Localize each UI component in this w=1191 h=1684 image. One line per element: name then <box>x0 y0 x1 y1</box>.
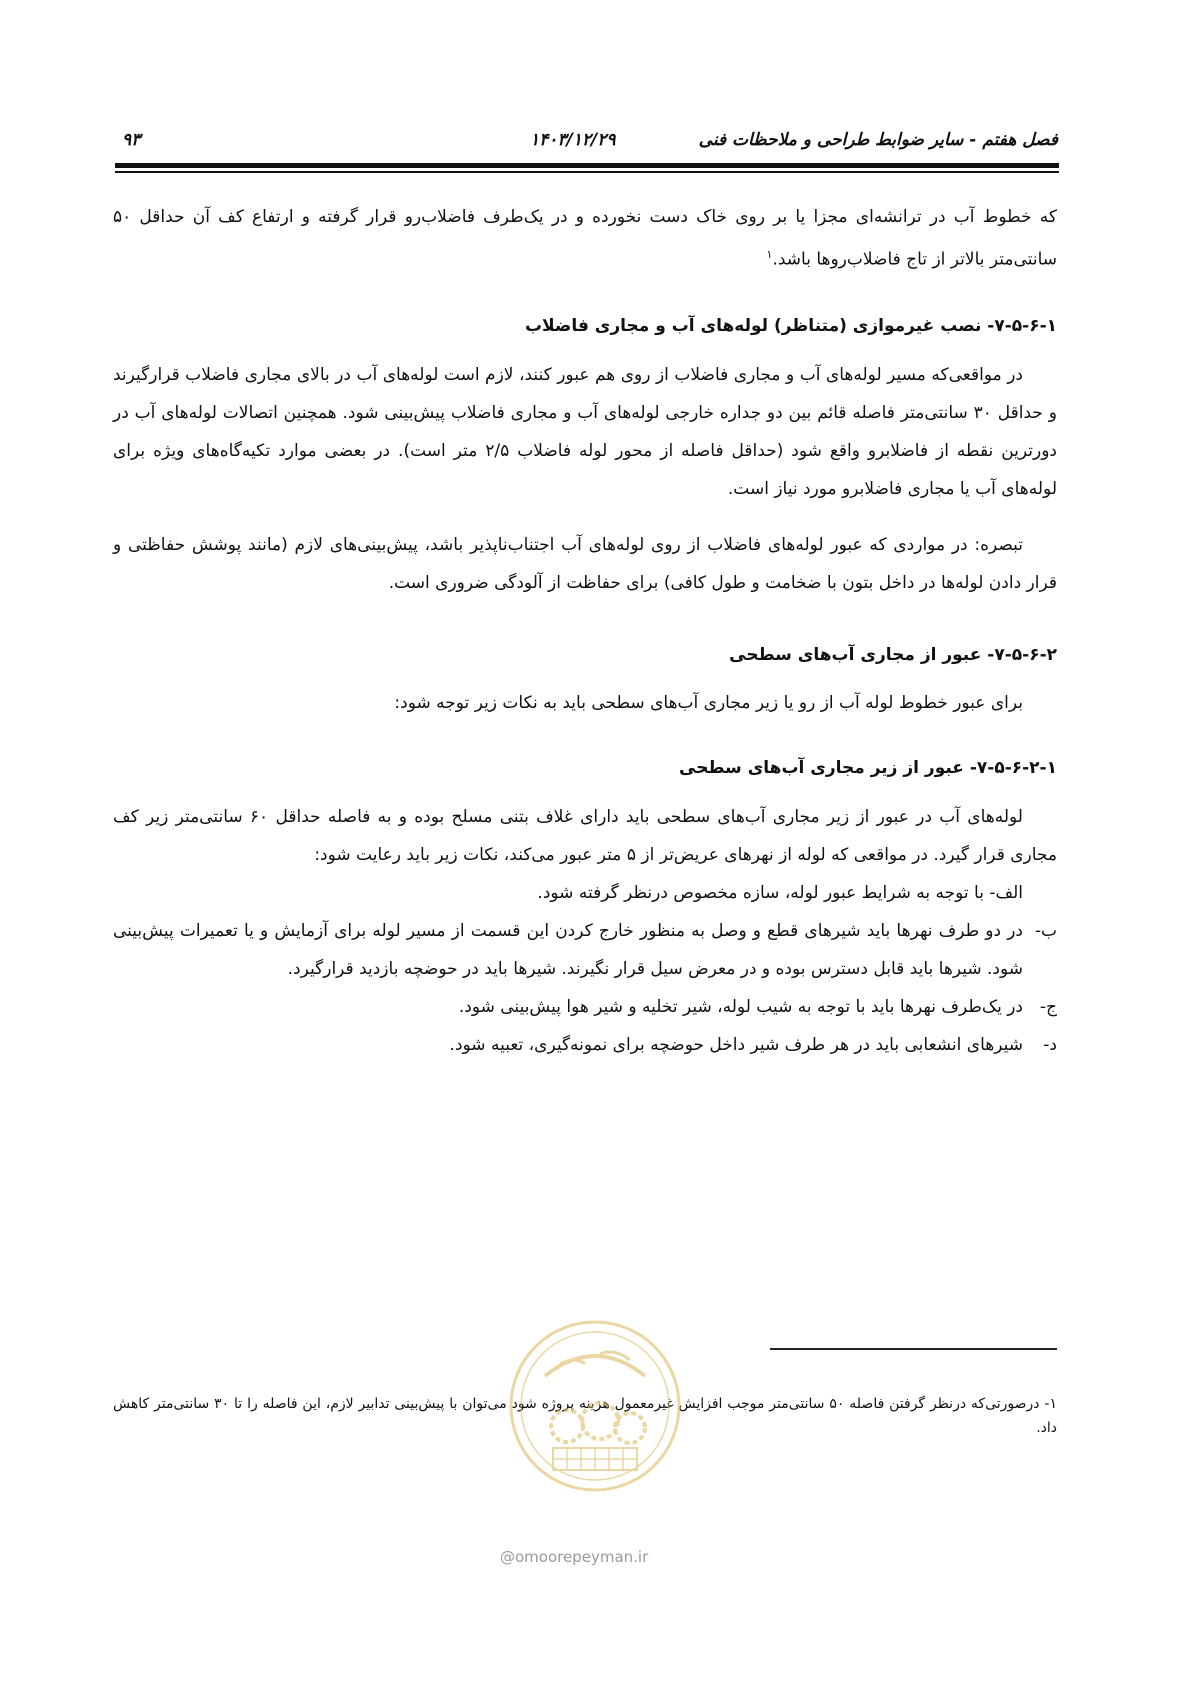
list-item-be: ب- در دو طرف نهرها باید شیرهای قطع و وصل به منظور خارج کردن این قسمت از مسیر لوله برای آزمایش و یا تعمیرات پیش‌بینی شود. شیرها باید قابل دسترس بوده و در معرض سیل قرار نگیرند. شیرها باید در حوضچه بازدید قرارگیرد. <box>113 912 1057 988</box>
footnote-reference: ۱ <box>766 248 773 261</box>
list-marker: ب- <box>1034 921 1057 941</box>
chapter-title: فصل هفتم - سایر ضوابط طراحی و ملاحظات فنی <box>698 130 1058 150</box>
page-number: ۹۳ <box>122 130 141 150</box>
list-marker: د- <box>1043 1035 1057 1055</box>
list-item-jim: ج- در یک‌طرف نهرها باید با توجه به شیب لوله، شیر تخلیه و شیر هوا پیش‌بینی شود. <box>113 988 1057 1026</box>
header-date: ۱۴۰۳/۱۲/۲۹ <box>530 130 616 150</box>
list-item-alef: الف- با توجه به شرایط عبور لوله، سازه مخصوص درنظر گرفته شود. <box>537 883 1023 903</box>
watermark-url: @omoorepeyman.ir <box>500 1548 649 1566</box>
section-3-paragraph: لوله‌های آب در عبور از زیر مجاری آب‌های سطحی باید دارای غلاف بتنی مسلح بوده و به فاصله حداقل ۶۰ سانتی‌متر زیر کف مجاری قرار گیرد. در مواقعی که لوله از نهرهای عریض‌تر از ۵ متر عبور می‌کند، نکات زیر باید رعایت شود: <box>113 807 1057 865</box>
section-heading-1: ۷-۵-۶-۱- نصب غیرموازی (متناظر) لوله‌های آب و مجاری فاضلاب <box>524 316 1057 336</box>
footnote-separator <box>770 1348 1057 1350</box>
section-1-note: تبصره: در مواردی که عبور لوله‌های فاضلاب از روی لوله‌های آب اجتناب‌ناپذیر باشد، پیش‌بینی‌های لازم (مانند پوشش حفاظتی و قرار دادن لوله‌ها در داخل بتون با ضخامت و طول کافی) برای حفاظت از آلودگی ضروری است. <box>113 535 1057 593</box>
section-1-paragraph: در مواقعی‌که مسیر لوله‌های آب و مجاری فاضلاب از روی هم عبور کنند، لازم است لوله‌های آب در بالای مجاری فاضلاب قرارگیرند و حداقل ۳۰ سانتی‌متر فاصله قائم بین دو جداره خارجی لوله‌های آب و مجاری فاضلاب پیش‌بینی شود. همچنین اتصالات لوله‌های آب در دورترین نقطه از فاضلابرو واقع شود (حداقل فاصله از محور لوله فاضلاب ۲/۵ متر است). در بعضی موارد تکیه‌گاه‌های ویژه برای لوله‌های آب یا مجاری فاضلابرو مورد نیاز است. <box>113 365 1057 499</box>
header-rule-thick <box>115 163 1059 168</box>
section-2-paragraph: برای عبور خطوط لوله آب از رو یا زیر مجاری آب‌های سطحی باید به نکات زیر توجه شود: <box>394 693 1023 713</box>
list-marker: ج- <box>1039 997 1057 1017</box>
header-rule-thin <box>115 171 1059 173</box>
footnote: ۱- درصورتی‌که درنظر گرفتن فاصله ۵۰ سانتی‌متر موجب افزایش غیرمعمول هزینه پروژه شود می‌توان با پیش‌بینی تدابیر لازم، این فاصله را تا ۳۰ سانتی‌متر کاهش داد. <box>113 1396 1057 1436</box>
section-heading-2: ۷-۵-۶-۲- عبور از مجاری آب‌های سطحی <box>729 645 1057 665</box>
section-heading-3: ۷-۵-۶-۲-۱- عبور از زیر مجاری آب‌های سطحی <box>679 758 1057 778</box>
watermark-logo-icon <box>505 1316 685 1496</box>
requirements-list <box>113 874 1057 1064</box>
intro-paragraph: که خطوط آب در ترانشه‌ای مجزا یا بر روی خاک دست نخورده و در یک‌طرف فاضلاب‌رو قرار گرفته و ارتفاع کف آن حداقل ۵۰ سانتی‌متر بالاتر از تاج فاضلاب‌روها باشد.$^۱$ <box>113 207 1057 270</box>
list-item-dal: د- شیرهای انشعابی باید در هر طرف شیر داخل حوضچه برای نمونه‌گیری، تعبیه شود. <box>113 1026 1057 1064</box>
